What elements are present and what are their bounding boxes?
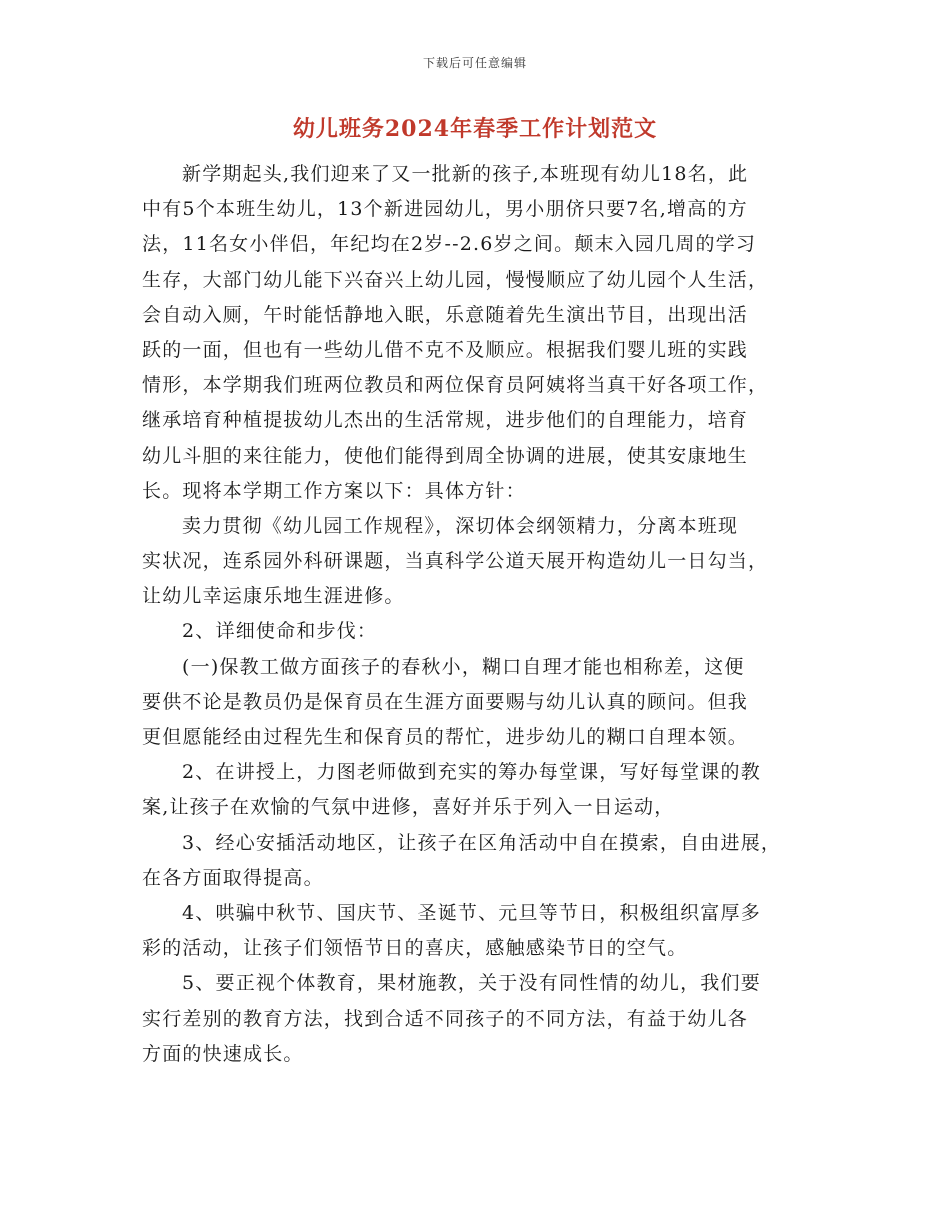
text-line: 4、哄骗中秋节、国庆节、圣诞节、元旦等节日，积极组织富厚多 [182, 901, 761, 924]
text-line: 方面的快速成长。 [142, 1042, 304, 1065]
text-line: 跃的一面，但也有一些幼儿借不克不及顺应。根据我们婴儿班的实践 [142, 338, 749, 361]
text-line: 新学期起头,我们迎来了又一批新的孩子,本班现有幼儿18名，此 [182, 163, 749, 185]
text-line: 情形，本学期我们班两位教员和两位保育员阿姨将当真干好各项工作， [142, 374, 769, 397]
text-line: 让幼儿幸运康乐地生涯进修。 [142, 585, 405, 608]
document-title: 幼儿班务2024年春季工作计划范文 [292, 116, 658, 142]
text-line: 幼儿斗胆的来往能力，使他们能得到周全协调的进展，使其安康地生 [142, 444, 749, 467]
text-line: 继承培育种植提拔幼儿杰出的生活常规，进步他们的自理能力，培育 [142, 409, 749, 432]
text-line: 实状况，连系园外科研课题，当真科学公道天展开构造幼儿一日勾当， [142, 550, 769, 573]
text-line: 生存，大部门幼儿能下兴奋兴上幼儿园，慢慢顺应了幼儿园个人生活， [142, 268, 769, 291]
text-line: 要供不论是教员仍是保育员在生涯方面要赐与幼儿认真的顾问。但我 [142, 690, 749, 713]
text-line: 更但愿能经由过程先生和保育员的帮忙，进步幼儿的糊口自理本领。 [142, 726, 749, 748]
text-line: 彩的活动，让孩子们领悟节日的喜庆，感触感染节日的空气。 [142, 937, 688, 960]
text-line: 法，11名女小伴侣，年纪均在2岁--2.6岁之间。颠末入园几周的学习 [142, 233, 757, 256]
text-line: 5、要正视个体教育，果材施教，关于没有同性情的幼儿，我们要 [182, 972, 761, 995]
text-line: 中有5个本班生幼儿，13个新进园幼儿，男小朋侪只要7名,增高的方 [142, 198, 748, 221]
header-note: 下载后可任意编辑 [422, 56, 527, 70]
text-line: (一)保教工做方面孩子的春秋小，糊口自理才能也相称差，这便 [182, 655, 745, 678]
text-line: 2、在讲授上，力图老师做到充实的筹办每堂课，写好每堂课的教 [182, 761, 761, 784]
text-line: 在各方面取得提高。 [142, 866, 324, 889]
text-line: 案,让孩子在欢愉的气氛中进修，喜好并乐于列入一日运动， [142, 796, 675, 819]
text-line: 长。现将本学期工作方案以下：具体方针： [142, 479, 526, 502]
text-line: 实行差别的教育方法，找到合适不同孩子的不同方法，有益于幼儿各 [142, 1007, 749, 1030]
document-body [142, 157, 814, 1072]
text-line: 3、经心安插活动地区，让孩子在区角活动中自在摸索，自由进展， [182, 831, 782, 854]
text-line: 卖力贯彻《幼儿园工作规程》，深切体会纲领精力，分离本班现 [182, 514, 739, 537]
text-line: 2、详细使命和步伐： [182, 620, 378, 643]
text-line: 会自动入厕，午时能恬静地入眠，乐意随着先生演出节目，出现出活 [142, 303, 749, 326]
